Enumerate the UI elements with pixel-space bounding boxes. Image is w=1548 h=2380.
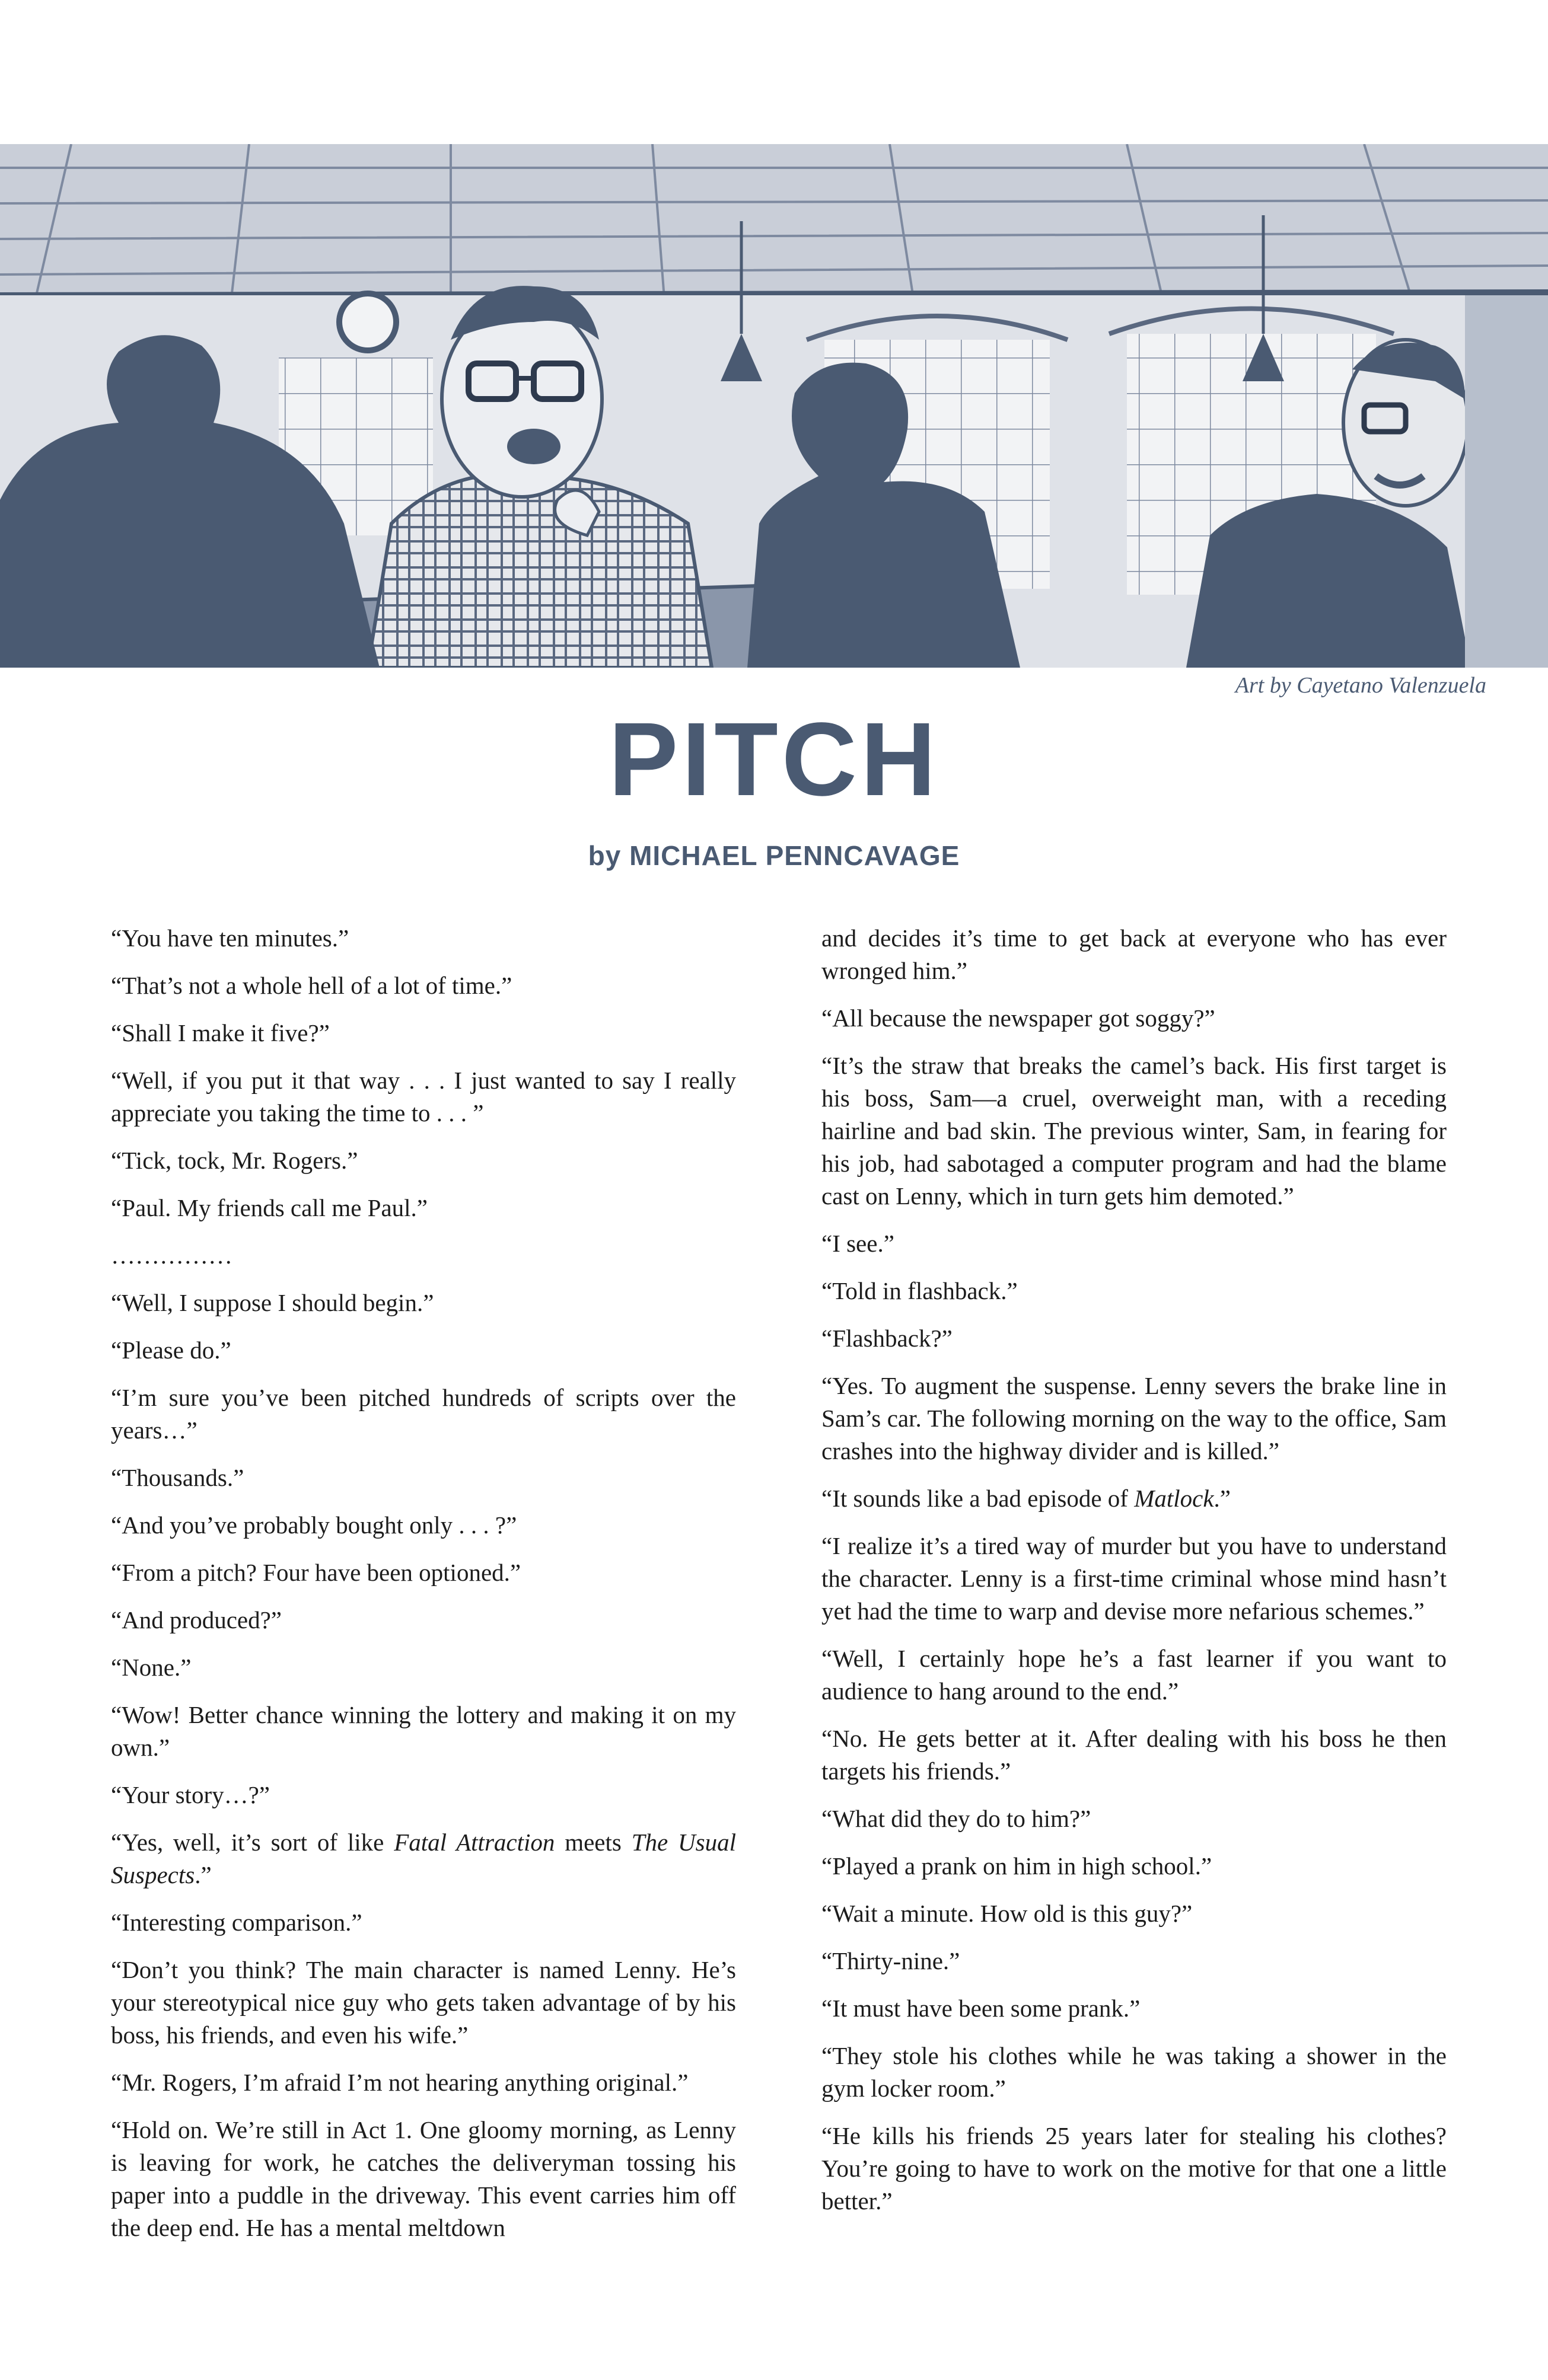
paragraph: “I’m sure you’ve been pitched hundreds of scripts over the years…” — [111, 1384, 736, 1444]
paragraph: “And you’ve probably bought only . . . ?” — [111, 1511, 517, 1539]
illustration-drawing — [0, 144, 1548, 668]
header-illustration — [0, 144, 1548, 668]
paragraph: “He kills his friends 25 years later for stealing his clothes? You’re going to have to work on the motive for that one a little better.” — [821, 2122, 1447, 2215]
paragraph: “Thousands.” — [111, 1464, 244, 1491]
paragraph: “Well, I certainly hope he’s a fast learner if you want to audience to hang around to the end.” — [821, 1645, 1447, 1705]
text-run: “Yes, well, it’s sort of like — [111, 1829, 394, 1856]
paragraph: “No. He gets better at it. After dealing with his boss he then targets his friends.” — [821, 1725, 1447, 1785]
paragraph: “That’s not a whole hell of a lot of time.” — [111, 972, 512, 999]
italic-title: Fatal Attraction — [394, 1829, 555, 1856]
paragraph: “Told in flashback.” — [821, 1277, 1018, 1304]
paragraph: “What did they do to him?” — [821, 1805, 1091, 1832]
paragraph: “It must have been some prank.” — [821, 1995, 1141, 2022]
paragraph: “Your story…?” — [111, 1781, 270, 1808]
paragraph: “All because the newspaper got soggy?” — [821, 1004, 1215, 1032]
paragraph: “It’s the straw that breaks the camel’s back. His first target is his boss, Sam—a cruel, overweight man, with a receding hairline and bad skin. The previous winter, Sam, in fearing for his job, had sabotaged a computer program and had the blame cast on Lenny, which in turn gets him demoted.” — [821, 1052, 1447, 1210]
text-run: meets — [555, 1829, 632, 1856]
italic-title: The Usual Suspects — [111, 1829, 736, 1888]
paragraph: “Wait a minute. How old is this guy?” — [821, 1900, 1193, 1927]
paragraph: “You have ten minutes.” — [111, 924, 349, 952]
paragraph: “Yes. To augment the suspense. Lenny severs the brake line in Sam’s car. The following morning on the way to the office, Sam crashes into the highway divider and is killed.” — [821, 1372, 1447, 1465]
paragraph: “Thirty-nine.” — [821, 1947, 960, 1974]
paragraph: “Wow! Better chance winning the lottery and making it on my own.” — [111, 1701, 736, 1761]
paragraph: “Hold on. We’re still in Act 1. One gloomy morning, as Lenny is leaving for work, he catches the deliveryman tossing his paper into a puddle in the driveway. This event carries him off the deep end. He has a mental meltdown — [111, 2116, 736, 2241]
paragraph: “They stole his clothes while he was taking a shower in the gym locker room.” — [821, 2042, 1447, 2102]
left-text-column — [111, 922, 736, 2244]
paragraph — [111, 1826, 736, 1891]
paragraph: “Interesting comparison.” — [111, 1909, 362, 1936]
paragraph — [821, 1482, 1447, 1515]
paragraph: “Mr. Rogers, I’m afraid I’m not hearing anything original.” — [111, 2069, 689, 2096]
art-credit: Art by Cayetano Valenzuela — [1235, 673, 1486, 698]
author-byline: by MICHAEL PENNCAVAGE — [588, 840, 960, 871]
paragraph: “Paul. My friends call me Paul.” — [111, 1194, 428, 1221]
paragraph: “I realize it’s a tired way of murder but you have to understand the character. Lenny is a first-time criminal whose mind hasn’t yet had the time to warp and devise more nefarious schemes.” — [821, 1532, 1447, 1625]
text-run: .” — [1213, 1485, 1231, 1512]
paragraph: “And produced?” — [111, 1606, 282, 1634]
paragraph: “None.” — [111, 1654, 192, 1681]
text-run: “It sounds like a bad episode of — [821, 1485, 1135, 1512]
paragraph: “Well, I suppose I should begin.” — [111, 1289, 434, 1316]
story-title: PITCH — [609, 701, 939, 818]
right-text-column — [821, 922, 1447, 2218]
paragraph: “Played a prank on him in high school.” — [821, 1852, 1212, 1880]
paragraph: “Tick, tock, Mr. Rogers.” — [111, 1147, 358, 1174]
paragraph: “Well, if you put it that way . . . I just wanted to say I really appreciate you taking the time to . . . ” — [111, 1067, 736, 1127]
italic-title: Matlock — [1134, 1485, 1214, 1512]
paragraph: “Flashback?” — [821, 1325, 953, 1352]
text-run: .” — [195, 1861, 212, 1888]
paragraph: “Shall I make it five?” — [111, 1019, 330, 1047]
paragraph: “I see.” — [821, 1230, 894, 1257]
paragraph: and decides it’s time to get back at everyone who has ever wronged him.” — [821, 924, 1447, 984]
paragraph: “Please do.” — [111, 1336, 231, 1364]
paragraph: “From a pitch? Four have been optioned.” — [111, 1559, 521, 1586]
paragraph: “Don’t you think? The main character is named Lenny. He’s your stereotypical nice guy who gets taken advantage of by his boss, his friends, and even his wife.” — [111, 1956, 736, 2049]
paragraph: …………… — [111, 1242, 232, 1269]
